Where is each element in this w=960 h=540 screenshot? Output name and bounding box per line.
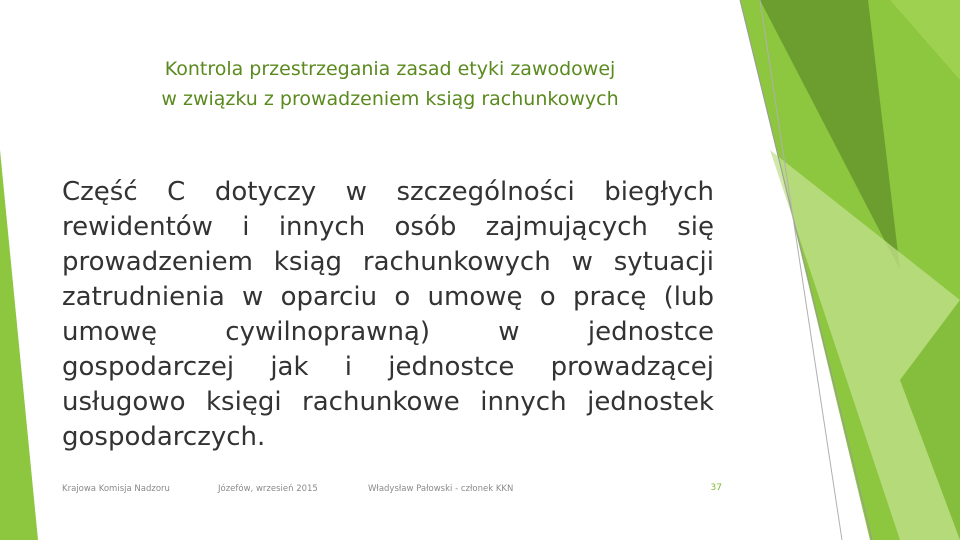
slide-title-line-2: w związku z prowadzeniem ksiąg rachunkowych (161, 88, 619, 110)
page-number: 37 (710, 483, 722, 493)
slide-title-line-1: Kontrola przestrzegania zasad etyki zawodowej (164, 58, 616, 80)
footer-organization: Krajowa Komisja Nadzoru (62, 484, 170, 494)
footer-author: Władysław Pałowski - członek KKN (368, 484, 514, 494)
slide-body-text: Część C dotyczy w szczególności biegłych rewidentów i innych osób zajmujących się prowadzeniem ksiąg rachunkowych w sytuacji zatrudnienia w oparciu o umowę o pracę (lub umowę cywilnoprawną) w jednostce gospodarczej jak i jednostce prowadzącej usługowo księgi rachunkowe innych jednostek gospodarczych. (62, 177, 714, 452)
footer-place-date: Józefów, wrzesień 2015 (218, 484, 318, 494)
slide-title (90, 54, 690, 114)
